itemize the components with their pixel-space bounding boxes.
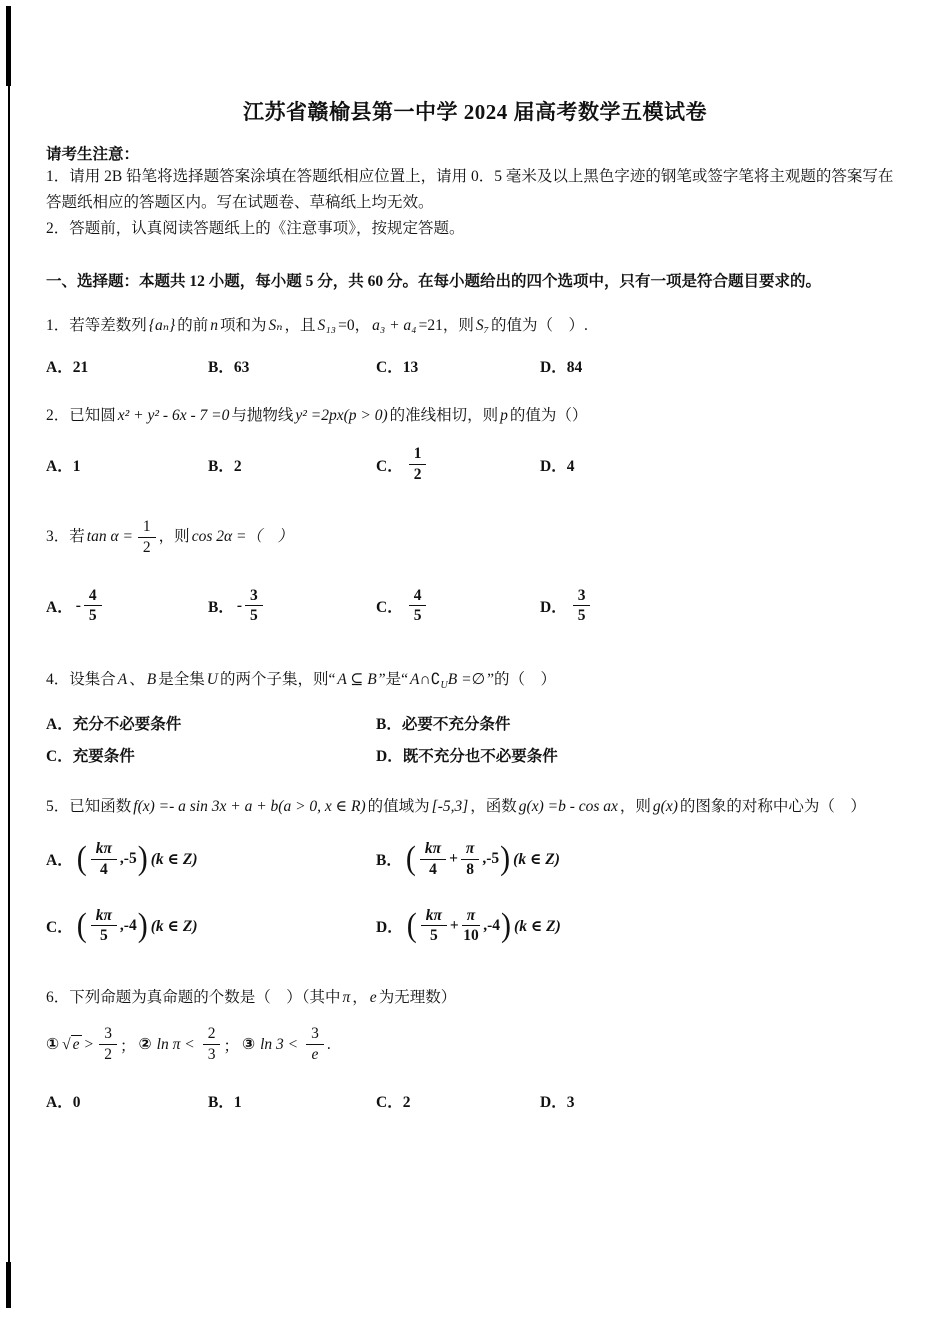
minus-sign: - — [236, 596, 243, 614]
text-run: 2．已知圆 — [46, 407, 116, 425]
numerator: 3 — [306, 1025, 324, 1045]
formula-sequence-an: {aₙ} — [148, 316, 176, 334]
denominator: 5 — [88, 607, 97, 625]
text-run: =21，则 — [418, 316, 474, 334]
option-label: D． — [540, 598, 567, 616]
denominator: 5 — [413, 607, 422, 625]
scan-edge-artifact — [8, 6, 10, 1306]
text-run: ,-4 — [483, 916, 501, 934]
denominator: 4 — [429, 860, 437, 878]
text-run: 的两个子集，则“ — [219, 671, 336, 689]
formula-sn: Sₙ — [268, 316, 283, 334]
numerator: kπ — [91, 907, 117, 927]
formula-cos-2alpha: cos 2α =（ ） — [191, 527, 293, 545]
option-b — [376, 840, 904, 879]
text-run: 的图象的对称中心为（ ） — [679, 797, 866, 815]
denominator: 2 — [104, 1046, 113, 1064]
formula-fx: f(x) =- a sin 3x + a + b(a > 0, x ∈ R) — [133, 797, 366, 815]
plus-sign: + — [449, 850, 458, 868]
formula-k-in-z: (k ∈ Z) — [150, 851, 198, 869]
option-d: D．既不充分也不必要条件 — [376, 747, 558, 765]
question-5-options-row-1 — [46, 840, 904, 879]
fraction — [409, 587, 427, 626]
denominator: 2 — [413, 466, 422, 484]
separator: . — [326, 1035, 331, 1053]
option-b: B．1 — [208, 1094, 242, 1112]
option-label: D． — [376, 918, 403, 936]
relation-sign: > — [84, 1035, 94, 1053]
option-d — [376, 907, 904, 946]
formula-ln-3: ln 3 < — [260, 1035, 299, 1053]
fraction — [91, 840, 117, 879]
question-6-propositions — [46, 1025, 904, 1064]
numerator: kπ — [420, 840, 446, 860]
left-paren: ( — [76, 906, 87, 944]
question-1-options — [46, 355, 904, 377]
question-3-options — [46, 587, 904, 626]
text-run: 5．已知函数 — [46, 797, 132, 815]
formula-pi: π — [342, 989, 351, 1007]
question-3 — [46, 518, 904, 625]
fraction — [306, 1025, 324, 1064]
fraction — [203, 1025, 221, 1064]
fraction — [461, 840, 479, 879]
text-run: 4．设集合 — [46, 671, 116, 689]
numerator: 3 — [573, 587, 591, 607]
denominator: 4 — [99, 860, 108, 878]
denominator: 3 — [207, 1046, 216, 1064]
option-d: D．4 — [540, 457, 575, 475]
text-run: 是全集 — [158, 671, 205, 689]
question-6 — [46, 983, 904, 1112]
section-heading: 一、选择题：本题共 12 小题，每小题 5 分，共 60 分。在每小题给出的四个选项中，只有一项是符合题目要求的。 — [46, 273, 822, 291]
text-run: 的前 — [177, 316, 209, 334]
proposition-3-label: ③ — [241, 1036, 256, 1054]
numerator: 2 — [203, 1025, 221, 1045]
numerator: 1 — [409, 445, 427, 465]
formula-gx: g(x) =b - cos ax — [518, 797, 618, 815]
notice-item-1: 1．请用 2B 铅笔将选择题答案涂填在答题纸相应位置上，请用 0．5 毫米及以上黑色字迹的钢笔或签字笔将主观题的答案写在答题纸相应的答题区内。写在试题卷、草稿纸上均无效。 — [46, 168, 894, 212]
formula-circle: x² + y² - 6x - 7 =0 — [117, 407, 230, 425]
option-d — [540, 587, 904, 626]
numerator: 1 — [138, 518, 156, 538]
denominator: e — [311, 1046, 319, 1064]
denominator: 5 — [250, 607, 258, 625]
option-a: A．充分不必要条件 — [46, 715, 182, 733]
question-2 — [46, 401, 904, 484]
formula-k-in-z: (k ∈ Z) — [513, 851, 560, 869]
numerator: 4 — [409, 587, 427, 607]
option-c: C．13 — [376, 359, 419, 377]
option-b: B．必要不充分条件 — [376, 715, 511, 733]
numerator: 3 — [245, 587, 263, 607]
proposition-2-label: ② — [138, 1036, 152, 1054]
formula-part: B =∅ — [447, 671, 486, 689]
formula-range: [-5,3] — [431, 797, 469, 815]
option-a — [46, 587, 208, 626]
formula-intersection-complement — [408, 671, 487, 692]
separator: ； — [120, 1037, 136, 1055]
text-run: ，则 — [619, 797, 651, 815]
right-paren: ) — [500, 840, 511, 878]
text-run: 、 — [129, 671, 145, 689]
option-c — [46, 907, 376, 946]
scan-mark-bottom — [6, 1262, 11, 1308]
text-run: ，且 — [284, 316, 316, 334]
option-label: C． — [376, 598, 403, 616]
option-d: D．3 — [540, 1094, 575, 1112]
minus-sign: - — [75, 596, 81, 614]
option-a: A．1 — [46, 457, 81, 475]
text-run: ，函数 — [470, 797, 517, 815]
formula-s7: S₇ — [475, 316, 489, 334]
question-4-options-row-1 — [46, 712, 904, 734]
option-a: A．0 — [46, 1094, 81, 1112]
question-5-options-row-2 — [46, 907, 904, 946]
text-run: 项和为 — [219, 316, 267, 334]
notice-heading: 请考生注意： — [46, 146, 140, 163]
question-3-stem — [46, 518, 904, 557]
question-1 — [46, 311, 904, 377]
formula-parabola: y² =2px(p > 0) — [295, 407, 388, 425]
denominator: 8 — [466, 860, 475, 878]
numerator: 3 — [99, 1025, 117, 1045]
question-6-options — [46, 1090, 904, 1112]
text-run: 6．下列命题为真命题的个数是（ ）（其中 — [46, 989, 341, 1007]
formula-s13: S₁₃ — [317, 316, 337, 334]
question-4 — [46, 665, 904, 766]
text-run: 为无理数） — [378, 989, 457, 1007]
question-1-stem — [46, 311, 904, 341]
radical-sign: √ — [62, 1035, 71, 1053]
formula-a3-a4: a₃ + a₄ — [372, 316, 417, 334]
text-run: 的准线相切，则 — [389, 407, 499, 425]
option-c — [376, 445, 540, 484]
fraction — [91, 907, 117, 946]
notice-item-2: 2．答题前，认真阅读答题纸上的《注意事项》，按规定答题。 — [46, 220, 465, 238]
denominator: 2 — [142, 538, 151, 556]
denominator: 5 — [429, 927, 438, 945]
fraction — [420, 840, 446, 879]
denominator: 5 — [577, 607, 586, 625]
question-4-stem — [46, 665, 904, 696]
numerator: π — [461, 840, 479, 860]
question-4-options-row-2 — [46, 744, 904, 766]
option-b — [208, 587, 376, 626]
fraction — [462, 907, 480, 946]
text-run: ,-5 — [119, 850, 137, 868]
formula-k-in-z: (k ∈ Z) — [150, 917, 198, 935]
option-label: C． — [46, 918, 73, 936]
left-paren: ( — [406, 906, 417, 944]
plus-sign: + — [449, 916, 459, 934]
numerator: kπ — [91, 840, 117, 860]
formula-p: p — [500, 407, 508, 425]
right-paren: ) — [137, 840, 148, 878]
fraction — [138, 518, 156, 557]
option-c — [376, 587, 540, 626]
option-label: B． — [208, 598, 234, 616]
text-run: 的值为（） — [509, 407, 588, 425]
formula-n: n — [210, 316, 218, 334]
question-5-stem — [46, 792, 904, 822]
fraction — [245, 587, 263, 626]
option-a — [46, 840, 376, 879]
option-b: B．63 — [208, 359, 250, 377]
numerator: π — [462, 907, 480, 927]
option-label: A． — [46, 598, 73, 616]
text-run: 的值域为 — [367, 797, 430, 815]
text-run: ”是“ — [378, 671, 408, 689]
option-label: B． — [376, 852, 402, 870]
fraction — [409, 445, 427, 484]
option-label: C． — [376, 457, 403, 475]
text-run: 与抛物线 — [231, 407, 294, 425]
question-6-stem — [46, 983, 904, 1013]
text-run: ， — [352, 989, 368, 1007]
right-paren: ) — [137, 906, 148, 944]
left-paren: ( — [76, 840, 87, 878]
left-paren: ( — [405, 840, 416, 878]
formula-tan-alpha: tan α = — [86, 527, 133, 545]
text-run: ，则 — [158, 527, 190, 545]
formula-part: A∩∁ — [410, 671, 441, 689]
formula-e: e — [369, 989, 377, 1007]
page-title: 江苏省赣榆县第一中学 2024 届高考数学五模试卷 — [243, 100, 707, 124]
formula-set-a: A — [117, 671, 128, 689]
question-5 — [46, 792, 904, 945]
formula-gx-ref: g(x) — [652, 797, 678, 815]
option-label: A． — [46, 852, 73, 870]
option-c: C．2 — [376, 1094, 411, 1112]
formula-k-in-z: (k ∈ Z) — [514, 917, 561, 935]
denominator: 10 — [463, 927, 479, 945]
numerator: 4 — [84, 587, 102, 607]
scan-mark-top — [6, 6, 11, 86]
right-paren: ) — [501, 906, 512, 944]
text-run: ,-5 — [482, 850, 500, 868]
sqrt-expression — [62, 1036, 81, 1054]
question-2-options — [46, 445, 904, 484]
radicand: e — [72, 1035, 80, 1053]
denominator: 5 — [99, 927, 108, 945]
fraction — [99, 1025, 117, 1064]
option-b: B．2 — [208, 457, 242, 475]
fraction — [573, 587, 591, 626]
numerator: kπ — [421, 907, 447, 927]
question-2-stem — [46, 401, 904, 431]
text-run: ”的（ ） — [487, 671, 556, 689]
formula-universe-u: U — [206, 671, 218, 689]
text-run: ,-4 — [119, 916, 137, 934]
text-run: 3．若 — [46, 527, 85, 545]
complement-subscript-u: U — [440, 680, 448, 692]
text-run: 的值为（ ）. — [490, 316, 588, 334]
fraction — [84, 587, 102, 626]
formula-ln-pi: ln π < — [156, 1035, 195, 1053]
fraction — [421, 907, 447, 946]
option-a: A．21 — [46, 359, 89, 377]
text-run: =0， — [338, 316, 371, 334]
option-c: C．充要条件 — [46, 747, 135, 765]
option-d: D．84 — [540, 359, 583, 377]
text-run: 1．若等差数列 — [46, 316, 147, 334]
formula-a-subset-b: A ⊆ B — [337, 671, 377, 689]
separator: ； — [223, 1037, 239, 1055]
formula-set-b: B — [146, 671, 157, 689]
proposition-1-label: ① — [46, 1036, 60, 1054]
